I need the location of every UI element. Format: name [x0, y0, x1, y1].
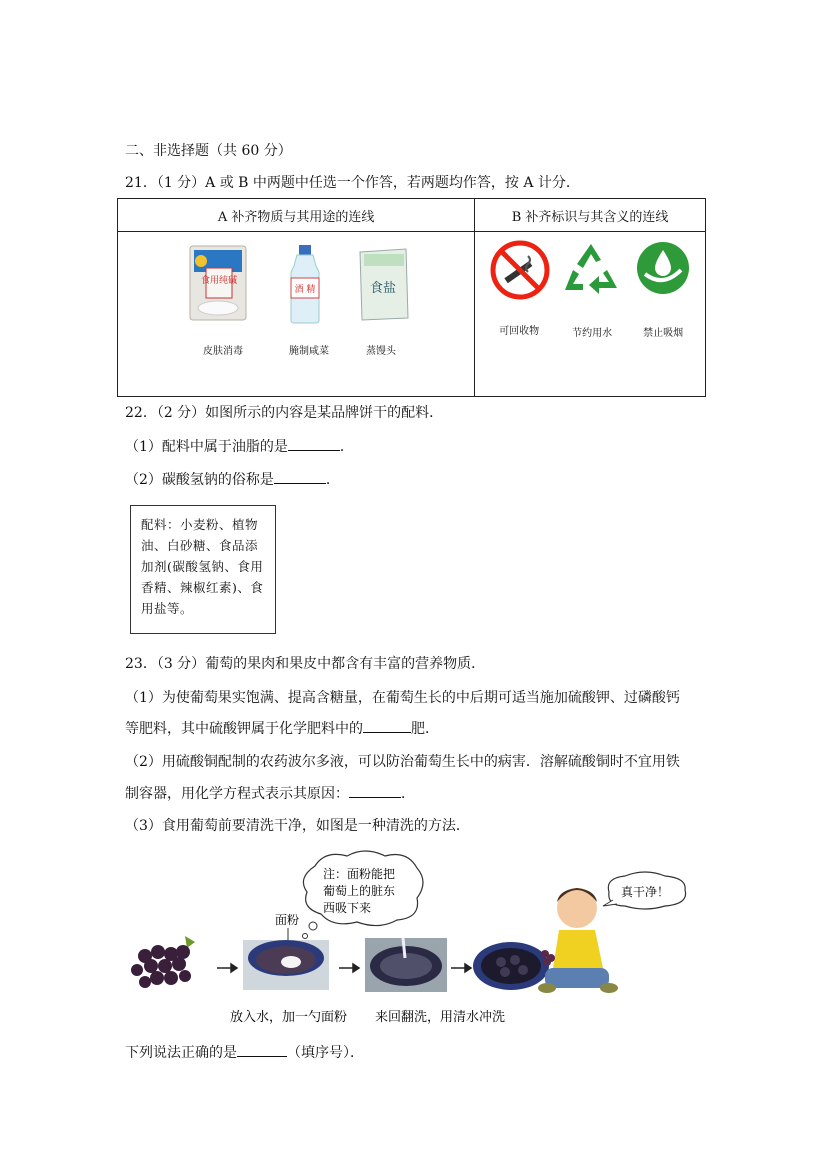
- grape-washing-illustration: [125, 848, 705, 1028]
- q21-table: [117, 198, 706, 397]
- answer-blank[interactable]: [274, 469, 326, 484]
- answer-blank[interactable]: [349, 783, 401, 798]
- section-title: 二、非选择题（共 60 分）: [125, 143, 292, 159]
- answer-blank[interactable]: [237, 1042, 287, 1057]
- note-text: 葡萄上的脏东: [323, 884, 396, 898]
- kid-exclamation: 真干净！: [621, 885, 670, 899]
- recycle-sign-icon: [561, 240, 621, 302]
- answer-blank[interactable]: [363, 718, 411, 733]
- answer-blank[interactable]: [288, 436, 340, 451]
- kid-speech-bubble: [603, 872, 686, 909]
- note-text: 西吸下来: [323, 901, 372, 915]
- q23-sub3: （3）食用葡萄前要清洗干净，如图是一种清洗的方法．: [125, 818, 470, 834]
- q23-sub1-line1: （1）为使葡萄果实饱满、提高含糖量，在葡萄生长的中后期可适当施加硫酸钾、过磷酸钙: [125, 690, 680, 706]
- salt-package-text: 食盐: [369, 281, 397, 296]
- note-text: 注：面粉能把: [323, 867, 396, 881]
- q21-header-a: A 补齐物质与其用途的连线: [118, 199, 475, 232]
- step-caption: 放入水，加一勺面粉: [230, 1010, 348, 1025]
- q23-sub1-end: 肥．: [411, 721, 439, 737]
- pot-with-flour-image: [243, 940, 329, 990]
- q23-sub2-line1: （2）用硫酸铜配制的农药波尔多液，可以防治葡萄生长中的病害．溶解硫酸铜时不宜用铁: [125, 754, 680, 770]
- meaning-label: 可回收物: [499, 326, 540, 337]
- q22-stem: 22．（2 分）如图所示的内容是某品牌饼干的配料．: [125, 405, 444, 421]
- no-smoking-sign-icon: [490, 238, 550, 302]
- use-label: 腌制咸菜: [289, 346, 329, 357]
- meaning-label: 节约用水: [572, 328, 613, 339]
- meaning-label: 禁止吸烟: [643, 328, 684, 339]
- q21-cell-b: [475, 232, 706, 397]
- grapes-image: [131, 936, 195, 988]
- soda-package-image: [188, 244, 248, 322]
- washing-pot-image: [365, 938, 447, 992]
- q23-final-end: （填序号）．: [287, 1045, 364, 1061]
- use-label: 皮肤消毒: [203, 346, 243, 357]
- ingredient-label-box: [130, 505, 276, 634]
- soda-package-text: 食用纯碱: [200, 276, 238, 286]
- flour-label: 面粉: [275, 913, 300, 927]
- clean-grapes-pot-image: [473, 942, 549, 990]
- q22-sub2-end: ．: [325, 472, 340, 488]
- water-saving-sign-icon: [635, 236, 691, 298]
- q23-stem: 23．（3 分）葡萄的果肉和果皮中都含有丰富的营养物质．: [125, 656, 486, 672]
- q22-sub2-text: （2）碳酸氢钠的俗称是: [125, 472, 274, 488]
- alcohol-bottle-image: [286, 244, 324, 324]
- q23-sub2-text: 制容器，用化学方程式表示其原因：: [125, 786, 349, 802]
- q22-sub2: [125, 469, 340, 489]
- alcohol-label-text: 酒 精: [294, 285, 316, 295]
- q23-sub1-line2: [125, 718, 439, 738]
- q23-sub1-text: 等肥料，其中硫酸钾属于化学肥料中的: [125, 721, 363, 737]
- q23-final-text: 下列说法正确的是: [125, 1045, 237, 1061]
- q22-sub1-end: ．: [339, 439, 354, 455]
- q23-sub2-line2: [125, 783, 415, 803]
- q21-header-b: B 补齐标识与其含义的连线: [475, 199, 706, 232]
- q21-stem: 21．（1 分）A 或 B 中两题中任选一个作答，若两题均作答，按 A 计分．: [125, 175, 580, 191]
- q22-sub1: [125, 436, 354, 456]
- salt-package-image: [356, 246, 410, 322]
- ingredient-text: 配料：小麦粉、植物油、白砂糖、食品添加剂(碳酸氢钠、食用香精、辣椒红素)、食用盐等。: [141, 517, 264, 616]
- q22-sub1-text: （1）配料中属于油脂的是: [125, 439, 288, 455]
- q21-cell-a: [118, 232, 475, 397]
- q23-sub2-end: ．: [401, 786, 415, 802]
- use-label: 蒸馒头: [366, 346, 396, 357]
- q23-final: [125, 1042, 364, 1062]
- note-thought-bubble: [303, 851, 424, 939]
- step-caption: 来回翻洗，用清水冲洗: [375, 1010, 506, 1025]
